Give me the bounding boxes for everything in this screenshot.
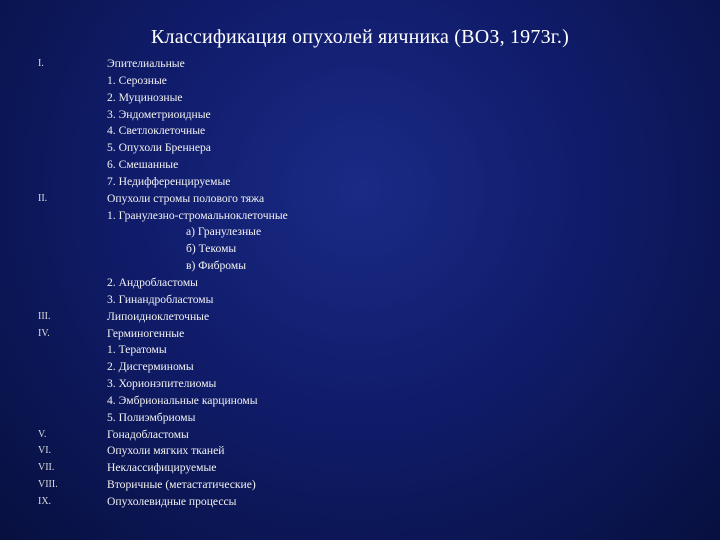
list-item-text: 4. Светлоклеточные bbox=[107, 124, 206, 138]
list-item bbox=[0, 427, 720, 444]
list-item-text: Эпителиальные bbox=[107, 57, 185, 70]
list-item-text: 3. Хорионэпителиомы bbox=[107, 377, 217, 391]
list-item-number: V. bbox=[38, 428, 47, 440]
list-item-number: VI. bbox=[38, 445, 52, 457]
list-item bbox=[0, 477, 720, 494]
list-item bbox=[0, 73, 720, 90]
list-item-text: 3. Эндометриоидные bbox=[107, 107, 211, 121]
list-item-text: 5. Опухоли Бреннера bbox=[107, 141, 211, 155]
list-item-text: 2. Дисгерминомы bbox=[107, 360, 194, 374]
list-item bbox=[0, 56, 720, 73]
list-item bbox=[0, 140, 720, 157]
list-item-text: в) Фибромы bbox=[186, 259, 246, 273]
list-item bbox=[0, 191, 720, 208]
list-item-text: Липоидноклеточные bbox=[107, 309, 210, 323]
list-item-text: Опухоли стромы полового тяжа bbox=[107, 191, 265, 205]
list-item bbox=[0, 208, 720, 225]
list-item-text: 1. Тератомы bbox=[107, 343, 167, 357]
list-item-text: Гонадобластомы bbox=[107, 427, 189, 441]
list-item bbox=[0, 224, 720, 241]
list-item bbox=[0, 275, 720, 292]
list-item-text: Неклассифицируемые bbox=[107, 461, 217, 475]
list-item-number: VIII. bbox=[38, 479, 58, 491]
list-item bbox=[0, 107, 720, 124]
list-item bbox=[0, 174, 720, 191]
list-item-text: 1. Серозные bbox=[107, 73, 167, 87]
list-item-text: 6. Смешанные bbox=[107, 158, 179, 172]
list-item bbox=[0, 376, 720, 393]
list-item-number: IV. bbox=[38, 327, 50, 339]
list-item-text: 2. Андробластомы bbox=[107, 275, 198, 289]
list-item bbox=[0, 309, 720, 326]
list-item-number: III. bbox=[38, 310, 51, 322]
list-item bbox=[0, 326, 720, 343]
list-item-text: 5. Полиэмбриомы bbox=[107, 410, 196, 424]
list-item bbox=[0, 157, 720, 174]
list-item-text: 4. Эмбриональные карциномы bbox=[107, 393, 258, 407]
list-item bbox=[0, 342, 720, 359]
list-item bbox=[0, 123, 720, 140]
list-item-text: Вторичные (метастатические) bbox=[107, 478, 256, 492]
list-item-number: I. bbox=[38, 58, 44, 69]
list-item-text: Герминогенные bbox=[107, 326, 185, 340]
list-item bbox=[0, 359, 720, 376]
list-item bbox=[0, 494, 720, 511]
list-item bbox=[0, 292, 720, 309]
classification-list bbox=[0, 56, 720, 511]
list-item bbox=[0, 90, 720, 107]
list-item-text: 1. Гранулезно-стромальноклеточные bbox=[107, 208, 288, 222]
list-item-text: а) Гранулезные bbox=[186, 225, 262, 239]
list-item-text: б) Текомы bbox=[186, 242, 237, 256]
list-item bbox=[0, 258, 720, 275]
list-item-number: VII. bbox=[38, 462, 55, 474]
list-item bbox=[0, 460, 720, 477]
list-item bbox=[0, 241, 720, 258]
list-item-number: II. bbox=[38, 192, 48, 204]
list-item-text: 2. Муцинозные bbox=[107, 90, 183, 104]
slide-title: Классификация опухолей яичника (ВОЗ, 1973г.) bbox=[151, 26, 569, 48]
list-item-text: Опухолевидные процессы bbox=[107, 494, 237, 508]
list-item-text: Опухоли мягких тканей bbox=[107, 444, 225, 458]
list-item-text: 3. Гинандробластомы bbox=[107, 292, 214, 306]
list-item-number: IX. bbox=[38, 495, 52, 507]
list-item-text: 7. Недифференцируемые bbox=[107, 174, 231, 188]
list-item bbox=[0, 393, 720, 410]
list-item bbox=[0, 443, 720, 460]
list-item bbox=[0, 410, 720, 427]
